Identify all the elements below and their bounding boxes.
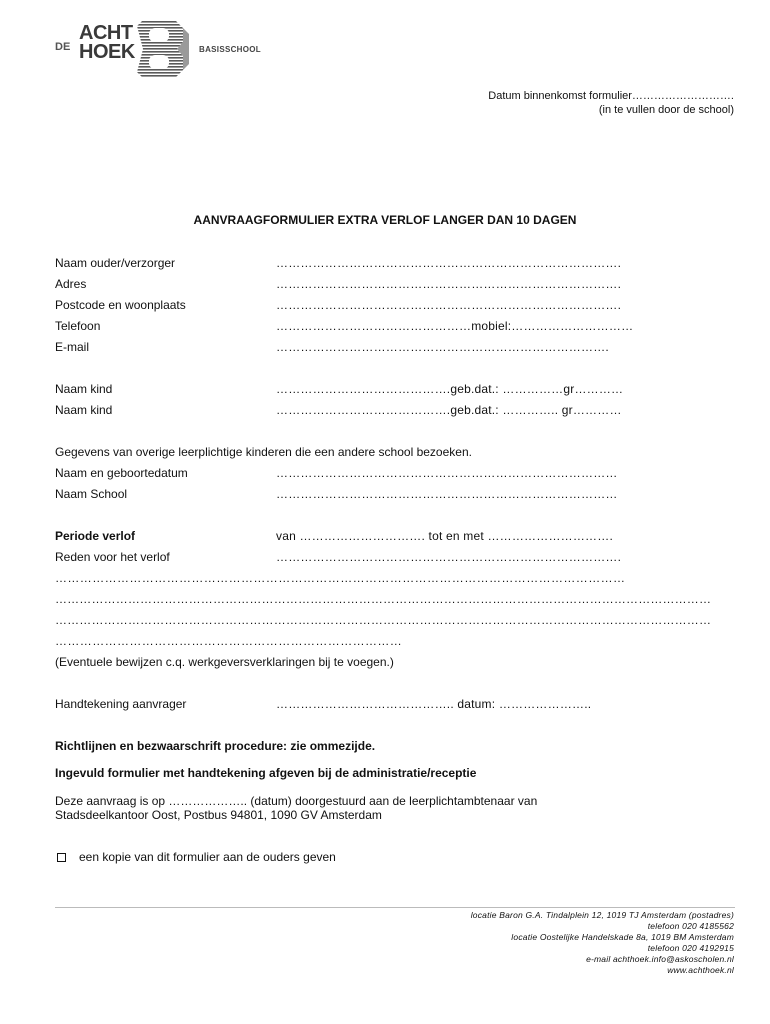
logo-eight-icon (135, 18, 191, 80)
telefoon-field[interactable]: …………………………………………mobiel:………………………… (276, 319, 634, 333)
email-label: E-mail (55, 340, 90, 354)
richtlijnen-text: Richtlijnen en bezwaarschrift procedure: zie ommezijde. (55, 739, 376, 753)
logo-de-text: DE (55, 41, 71, 53)
naam-kind-field[interactable]: …………………………………….geb.dat.: ………….. gr………… (276, 403, 622, 417)
footer-address-1: locatie Baron G.A. Tindalplein 12, 1019 TJ Amsterdam (postadres) (470, 910, 734, 920)
footer-phone-1: telefoon 020 4185562 (647, 921, 734, 931)
overige-kinderen-intro: Gegevens van overige leerplichtige kinderen die een andere school bezoeken. (55, 445, 472, 459)
postcode-label: Postcode en woonplaats (55, 298, 186, 312)
postcode-field[interactable]: …………………………………………………………………………. (276, 298, 622, 312)
naam-school-field[interactable]: ………………………………………………………………………… (276, 487, 618, 501)
reden-field[interactable]: …………………………………………………………………………. (276, 550, 622, 564)
reden-line[interactable]: ………………………………………………………………………… (55, 634, 403, 648)
logo-basisschool-text: BASISSCHOOL (199, 45, 261, 54)
handtekening-field[interactable]: …………………………………….. datum: ………………….. (276, 697, 592, 711)
adres-field[interactable]: …………………………………………………………………………. (276, 277, 622, 291)
geboortedatum-label: Naam en geboortedatum (55, 466, 188, 480)
reden-line[interactable]: ……………………………………………………………………………………………………………………………………………… (55, 613, 712, 627)
email-field[interactable]: ………………………………………………………………………. (276, 340, 609, 354)
naam-kind-label: Naam kind (55, 382, 113, 396)
logo-hoek-text: HOEK (79, 41, 135, 63)
handtekening-label: Handtekening aanvrager (55, 697, 187, 711)
geboortedatum-field[interactable]: ………………………………………………………………………… (276, 466, 618, 480)
naam-ouder-field[interactable]: …………………………………………………………………………. (276, 256, 622, 270)
footer-address-2: locatie Oostelijke Handelskade 8a, 1019 BM Amsterdam (511, 932, 734, 942)
kopie-checkbox[interactable] (57, 853, 66, 862)
logo-acht-text: ACHT (79, 22, 133, 44)
naam-kind-field[interactable]: …………………………………….geb.dat.: ……………gr………… (276, 382, 624, 396)
stadsdeelkantoor-text: Stadsdeelkantoor Oost, Postbus 94801, 1090 GV Amsterdam (55, 808, 382, 822)
footer-website[interactable]: www.achthoek.nl (667, 965, 734, 975)
naam-kind-label: Naam kind (55, 403, 113, 417)
naam-ouder-label: Naam ouder/verzorger (55, 256, 176, 270)
bewijzen-note: (Eventuele bewijzen c.q. werkgeversverklaringen bij te voegen.) (55, 655, 394, 669)
telefoon-label: Telefoon (55, 319, 101, 333)
naam-school-label: Naam School (55, 487, 128, 501)
reden-line[interactable]: ……………………………………………………………………………………………………………………………………………… (55, 592, 712, 606)
reden-label: Reden voor het verlof (55, 550, 170, 564)
doorgestuurd-text: Deze aanvraag is op ……………….. (datum) doorgestuurd aan de leerplichtambtenaar van (55, 794, 538, 808)
periode-verlof-label: Periode verlof (55, 529, 136, 543)
page-title: AANVRAAGFORMULIER EXTRA VERLOF LANGER DAN 10 DAGEN (193, 213, 577, 227)
periode-verlof-field[interactable]: van …………………………. tot en met …………………………. (276, 529, 613, 543)
datum-binnenkomst: Datum binnenkomst formulier………………………. (488, 90, 734, 102)
footer-divider (55, 907, 735, 908)
kopie-checkbox-label: een kopie van dit formulier aan de ouders geven (79, 850, 336, 864)
ingevuld-text: Ingevuld formulier met handtekening afgeven bij de administratie/receptie (55, 766, 477, 780)
footer-phone-2: telefoon 020 4192915 (647, 943, 734, 953)
adres-label: Adres (55, 277, 87, 291)
footer-email[interactable]: e-mail achthoek.info@askoscholen.nl (586, 954, 734, 964)
datum-note: (in te vullen door de school) (598, 104, 734, 116)
reden-line[interactable]: ………………………………………………………………………………………………………………………… (55, 571, 626, 585)
school-logo (55, 18, 265, 80)
